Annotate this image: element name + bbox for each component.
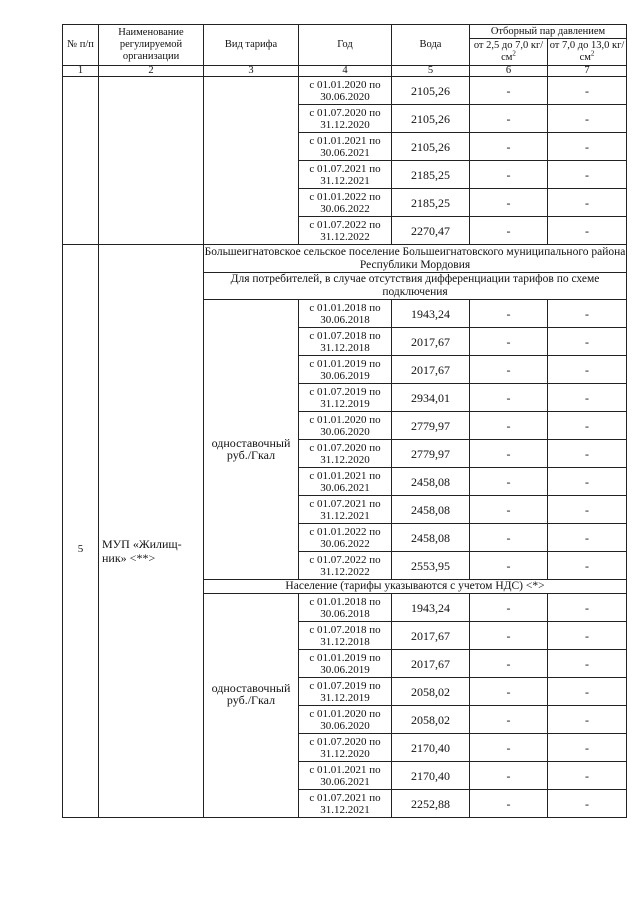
period-cell: с 01.07.2020 по 31.12.2020	[299, 440, 392, 468]
steam-high-cell: -	[548, 105, 627, 133]
period-cell: с 01.01.2019 по 30.06.2019	[299, 650, 392, 678]
steam-low-cell: -	[470, 594, 548, 622]
header-organization: Наименование регулируемой организации	[99, 25, 204, 66]
col-number-4: 4	[299, 66, 392, 77]
steam-low-cell: -	[470, 790, 548, 818]
water-tariff-cell: 2270,47	[392, 217, 470, 245]
period-cell: с 01.01.2022 по 30.06.2022	[299, 524, 392, 552]
header-tariff-type: Вид тарифа	[204, 25, 299, 66]
table-row	[63, 77, 627, 105]
steam-low-cell: -	[470, 105, 548, 133]
header-year: Год	[299, 25, 392, 66]
steam-low-cell: -	[470, 412, 548, 440]
steam-high-cell: -	[548, 300, 627, 328]
header-steam-high: от 7,0 до 13,0 $кг/см^2$	[548, 39, 627, 66]
water-tariff-cell: 2779,97	[392, 412, 470, 440]
period-cell: с 01.01.2022 по 30.06.2022	[299, 189, 392, 217]
water-tariff-cell: 2105,26	[392, 133, 470, 161]
steam-low-cell: -	[470, 762, 548, 790]
row-number-cell	[63, 77, 99, 245]
steam-low-cell: -	[470, 133, 548, 161]
period-cell: с 01.07.2022 по 31.12.2022	[299, 217, 392, 245]
section-title-population: Население (тарифы указываются с учетом НДС) <*>	[204, 580, 627, 594]
water-tariff-cell: 2185,25	[392, 161, 470, 189]
period-cell: с 01.01.2020 по 30.06.2020	[299, 412, 392, 440]
steam-low-cell: -	[470, 524, 548, 552]
water-tariff-cell: 2458,08	[392, 524, 470, 552]
steam-low-cell: -	[470, 300, 548, 328]
period-cell: с 01.07.2019 по 31.12.2019	[299, 384, 392, 412]
water-tariff-cell: 2017,67	[392, 622, 470, 650]
water-tariff-cell: 2058,02	[392, 678, 470, 706]
steam-high-cell: -	[548, 678, 627, 706]
water-tariff-cell: 2185,25	[392, 189, 470, 217]
water-tariff-cell: 2252,88	[392, 790, 470, 818]
steam-low-cell: -	[470, 734, 548, 762]
water-tariff-cell: 2017,67	[392, 356, 470, 384]
settlement-title: Большеигнатовское сельское поселение Большеигнатовского муниципального района Республики Мордовия	[204, 245, 626, 271]
col-number-6: 6	[470, 66, 548, 77]
steam-high-cell: -	[548, 328, 627, 356]
steam-high-cell: -	[548, 161, 627, 189]
water-tariff-cell: 2934,01	[392, 384, 470, 412]
steam-low-cell: -	[470, 468, 548, 496]
steam-high-cell: -	[548, 524, 627, 552]
period-cell: с 01.07.2020 по 31.12.2020	[299, 105, 392, 133]
steam-low-cell: -	[470, 328, 548, 356]
steam-low-cell: -	[470, 552, 548, 580]
period-cell: с 01.01.2021 по 30.06.2021	[299, 762, 392, 790]
col-number-5: 5	[392, 66, 470, 77]
period-cell: с 01.07.2018 по 31.12.2018	[299, 328, 392, 356]
period-cell: с 01.01.2018 по 30.06.2018	[299, 300, 392, 328]
steam-high-cell: -	[548, 77, 627, 105]
section-title-consumers: Для потребителей, в случае отсутствия дифференциации тарифов по схеме подключения	[204, 273, 627, 300]
period-cell: с 01.01.2021 по 30.06.2021	[299, 133, 392, 161]
steam-high-cell: -	[548, 496, 627, 524]
steam-high-cell: -	[548, 734, 627, 762]
water-tariff-cell: 1943,24	[392, 300, 470, 328]
organization-name: МУП «Жилищ-ник» <**>	[99, 245, 204, 818]
steam-high-cell: -	[548, 622, 627, 650]
water-tariff-cell: 2105,26	[392, 77, 470, 105]
water-tariff-cell: 2553,95	[392, 552, 470, 580]
steam-low-cell: -	[470, 496, 548, 524]
tariff-table	[62, 24, 627, 818]
steam-low-cell: -	[470, 678, 548, 706]
steam-high-cell: -	[548, 468, 627, 496]
col-number-7: 7	[548, 66, 627, 77]
period-cell: с 01.07.2021 по 31.12.2021	[299, 161, 392, 189]
tariff-type-single-rate: одноставочный руб./Гкал	[204, 594, 299, 818]
steam-low-cell: -	[470, 356, 548, 384]
tariff-type-cell	[204, 77, 299, 245]
steam-low-cell: -	[470, 77, 548, 105]
water-tariff-cell: 2058,02	[392, 706, 470, 734]
period-cell: с 01.01.2020 по 30.06.2020	[299, 77, 392, 105]
steam-high-cell: -	[548, 594, 627, 622]
water-tariff-cell: 2105,26	[392, 105, 470, 133]
steam-high-cell: -	[548, 412, 627, 440]
steam-low-cell: -	[470, 189, 548, 217]
col-number-2: 2	[99, 66, 204, 77]
steam-low-cell: -	[470, 217, 548, 245]
steam-high-cell: -	[548, 133, 627, 161]
steam-low-cell: -	[470, 440, 548, 468]
period-cell: с 01.01.2019 по 30.06.2019	[299, 356, 392, 384]
settlement-row	[63, 245, 627, 273]
steam-high-cell: -	[548, 790, 627, 818]
period-cell: с 01.07.2021 по 31.12.2021	[299, 790, 392, 818]
row-number: 5	[63, 245, 99, 818]
steam-high-cell: -	[548, 189, 627, 217]
water-tariff-cell: 2458,08	[392, 468, 470, 496]
header-steam-low: от 2,5 до 7,0 $кг/см^2$	[470, 39, 548, 66]
period-cell: с 01.01.2020 по 30.06.2020	[299, 706, 392, 734]
organization-cell	[99, 77, 204, 245]
steam-low-cell: -	[470, 384, 548, 412]
tariff-type-single-rate: одноставочный руб./Гкал	[204, 300, 299, 580]
period-cell: с 01.07.2019 по 31.12.2019	[299, 678, 392, 706]
steam-high-cell: -	[548, 356, 627, 384]
water-tariff-cell: 1943,24	[392, 594, 470, 622]
period-cell: с 01.01.2021 по 30.06.2021	[299, 468, 392, 496]
water-tariff-cell: 2779,97	[392, 440, 470, 468]
period-cell: с 01.07.2020 по 31.12.2020	[299, 734, 392, 762]
period-cell: с 01.07.2018 по 31.12.2018	[299, 622, 392, 650]
water-tariff-cell: 2017,67	[392, 650, 470, 678]
steam-low-cell: -	[470, 161, 548, 189]
col-number-3: 3	[204, 66, 299, 77]
period-cell: с 01.07.2021 по 31.12.2021	[299, 496, 392, 524]
header-number: № п/п	[63, 25, 99, 66]
header-steam-group: Отборный пар давлением	[470, 25, 627, 39]
period-cell: с 01.07.2022 по 31.12.2022	[299, 552, 392, 580]
water-tariff-cell: 2017,67	[392, 328, 470, 356]
water-tariff-cell: 2458,08	[392, 496, 470, 524]
steam-high-cell: -	[548, 440, 627, 468]
water-tariff-cell: 2170,40	[392, 734, 470, 762]
steam-low-cell: -	[470, 706, 548, 734]
steam-high-cell: -	[548, 706, 627, 734]
steam-low-cell: -	[470, 622, 548, 650]
steam-high-cell: -	[548, 762, 627, 790]
steam-high-cell: -	[548, 217, 627, 245]
steam-high-cell: -	[548, 552, 627, 580]
col-number-1: 1	[63, 66, 99, 77]
header-water: Вода	[392, 25, 470, 66]
steam-high-cell: -	[548, 384, 627, 412]
steam-low-cell: -	[470, 650, 548, 678]
period-cell: с 01.01.2018 по 30.06.2018	[299, 594, 392, 622]
water-tariff-cell: 2170,40	[392, 762, 470, 790]
steam-high-cell: -	[548, 650, 627, 678]
